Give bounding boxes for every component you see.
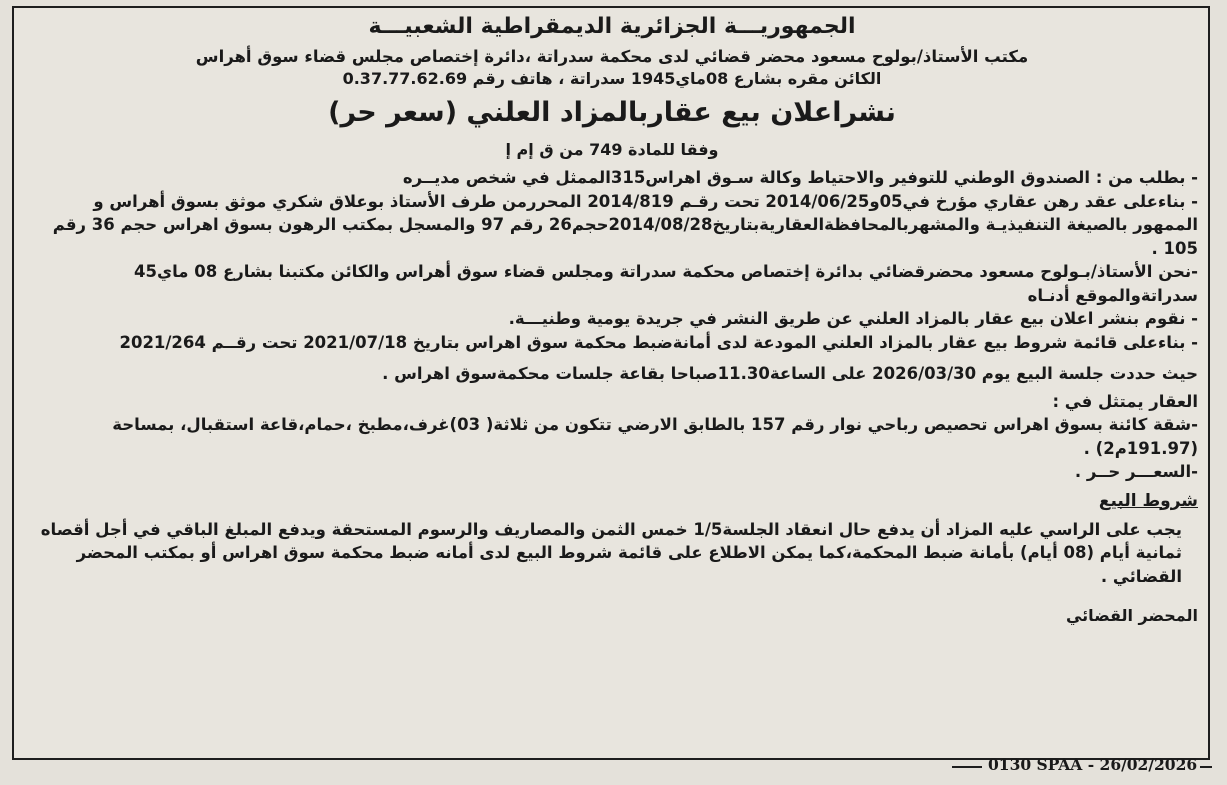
property-description: -شقة كائنة بسوق اهراس تحصيص رباحي نوار رقم 157 بالطابق الارضي تتكون من ثلاثة( 03)غرف،مطبخ ،حمام،قاعة استقبال، بمساحة (191.97م2) . xyxy=(112,415,1198,458)
sale-conditions-heading: شروط البيع xyxy=(1098,490,1198,511)
footer-reference: 0130 SPAA - 26/02/2026 xyxy=(988,755,1198,774)
page-footer xyxy=(0,752,1227,782)
property-heading: العقار يمتثل في : xyxy=(1052,391,1198,411)
session-paragraph: حيث حددت جلسة البيع يوم 2026/03/30 على الساعة11.30صباحا بقاعة جلسات محكمةسوق اهراس . xyxy=(382,364,1198,383)
conditions-list-paragraph: - بناءعلى قائمة شروط بيع عقار بالمزاد العلني المودعة لدى أمانةضبط محكمة سوق اهراس بتاريخ 2021/07/18 تحت رقــم 2021/264 xyxy=(119,332,1198,352)
signature-line: المحضر القضائي xyxy=(1065,606,1198,625)
legal-notice-box xyxy=(12,6,1210,760)
bailiff-paragraph: -نحن الأستاذ/بـولوح مسعود محضرقضائي بدائرة إختصاص محكمة سدراتة ومجلس قضاء سوق أهراس والكائن مكتبنا بشارع 08 ماي45 سدراتةوالموقع أدنـاه xyxy=(133,262,1198,305)
address-line: الكائن مقره بشارع 08ماي1945 سدراتة ، هاتف رقم 0.37.77.62.69 xyxy=(342,69,882,88)
office-line: مكتب الأستاذ/بولوح مسعود محضر قضائي لدى محكمة سدراتة ،دائرة إختصاص مجلس قضاء سوق أهراس xyxy=(195,47,1029,66)
mortgage-paragraph: - بناءعلى عقد رهن عقاري مؤرخ في05و2014/06/25 تحت رقـم 2014/819 المحررمن طرف الأستاذ بوعلاق شكري موثق بسوق أهراس و الممهور بالصيغة التنفيذيـة والمشهربالمحافظةالعقاريةبتاريخ2014/08/28حجم26 رقم 97 والمسجل بمكتب الرهون بسوق اهراس حجم 36 رقم 105 . xyxy=(52,191,1198,258)
sale-conditions-text: يجب على الراسي عليه المزاد أن يدفع حال انعقاد الجلسة1/5 خمس الثمن والمصاريف والرسوم المستحقة ويدفع المبلغ الباقي في أجل أقصاه ثمانية أيام (08 أيام) بأمانة ضبط المحكمة،كما يمكن الاطلاع على قائمة شروط البيع لدى أمانه ضبط محكمة سوق اهراس أو بمكتب المحضر القضائي . xyxy=(40,519,1182,586)
footer-rule-left xyxy=(952,766,982,768)
price-line: -السعـــر حــر . xyxy=(1074,462,1198,481)
notice-title: نشراعلان بيع عقاربالمزاد العلني (سعر حر) xyxy=(328,97,896,128)
article-reference: وفقا للمادة 749 من ق إم إ xyxy=(505,140,719,159)
footer-rule-right xyxy=(1200,766,1212,768)
requester-paragraph: - بطلب من : الصندوق الوطني للتوفير والاحتياط وكالة سـوق اهراس315الممثل في شخص مديــره xyxy=(402,168,1198,187)
publication-paragraph: - نقوم بنشر اعلان بيع عقار بالمزاد العلني عن طريق النشر في جريدة يومية وطنيـــة. xyxy=(508,309,1198,328)
republic-heading: الجمهوريـــة الجزائرية الديمقراطية الشعبيـــة xyxy=(368,14,856,39)
